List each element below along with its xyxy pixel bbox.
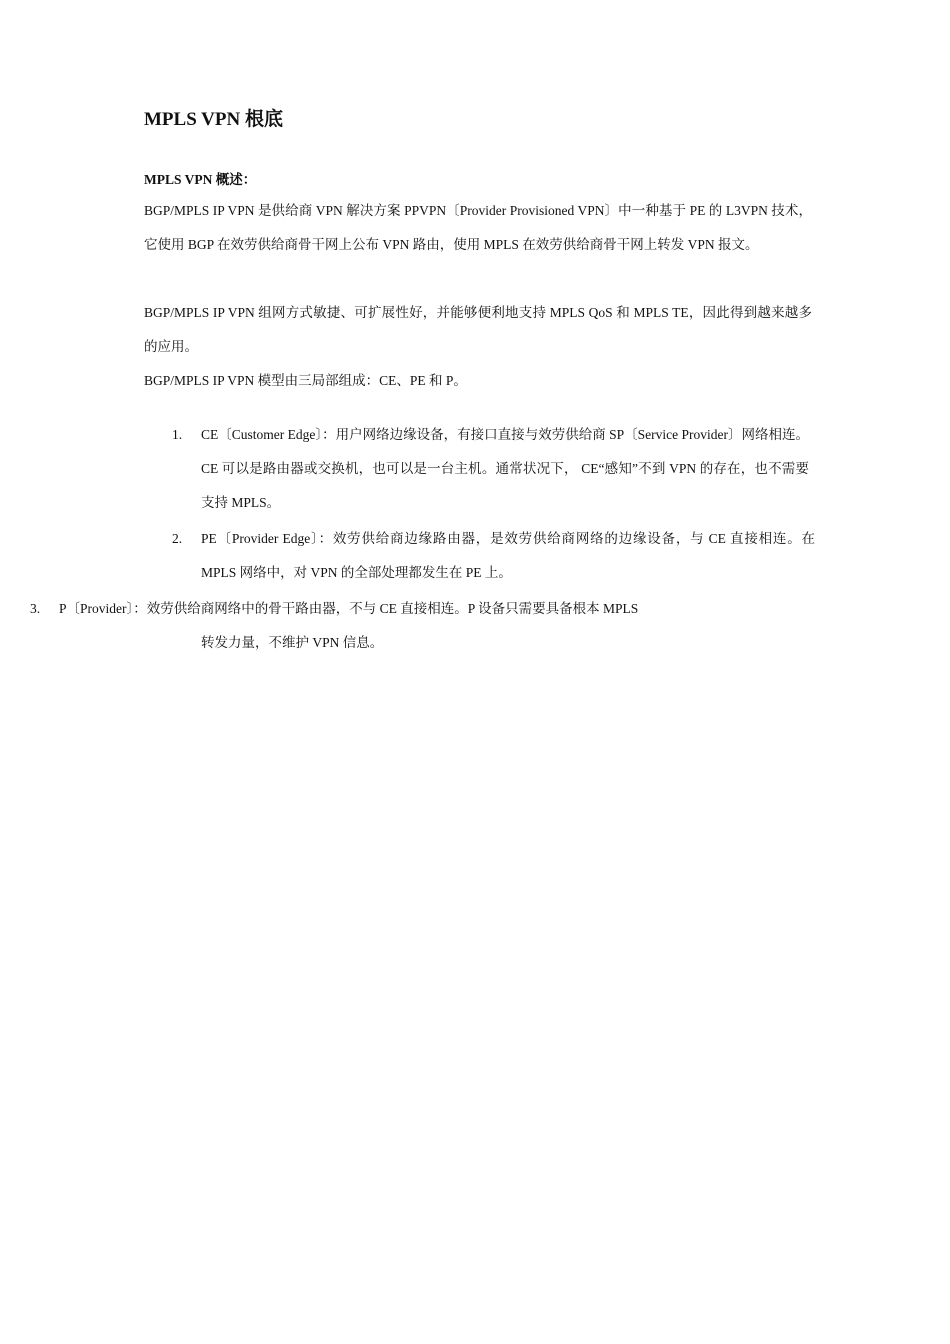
list-item-text: CE〔Customer Edge〕：用户网络边缘设备，有接口直接与效劳供给商 SP〔Service Provider〕网络相连。CE 可以是路由器或交换机，也可以是一台主机。通常状况下， CE“感知”不到 VPN 的存在，也不需要支持 MPLS。 [201,427,809,510]
overview-heading: MPLS VPN 概述： [144,172,257,187]
list-item-text: P〔Provider〕：效劳供给商网络中的骨干路由器，不与 CE 直接相连。P 设备只需要具备根本 MPLS [59,601,639,616]
page-title: MPLS VPN 根底 [144,109,283,130]
paragraph-features: BGP/MPLS IP VPN 组网方式敏捷、可扩展性好，并能够便利地支持 MPLS QoS 和 MPLS TE，因此得到越来越多的应用。 [144,305,812,354]
paragraph-intro: BGP/MPLS IP VPN 是供给商 VPN 解决方案 PPVPN〔Provider Provisioned VPN〕中一种基于 PE 的 L3VPN 技术，它使用 BGP 在效劳供给商骨干网上公布 VPN 路由，使用 MPLS 在效劳供给商骨干网上转发 VPN 报文。 [144,203,812,252]
list-item-text: PE〔Provider Edge〕：效劳供给商边缘路由器，是效劳供给商网络的边缘设备，与 CE 直接相连。在 MPLS 网络中，对 VPN 的全部处理都发生在 PE 上。 [201,531,815,580]
list-number: 3. [30,601,41,616]
list-item-text-continued: 转发力量，不维护 VPN 信息。 [201,635,384,650]
list-number: 2. [172,531,183,546]
paragraph-model: BGP/MPLS IP VPN 模型由三局部组成：CE、PE 和 P。 [144,373,467,388]
list-number: 1. [172,427,183,442]
